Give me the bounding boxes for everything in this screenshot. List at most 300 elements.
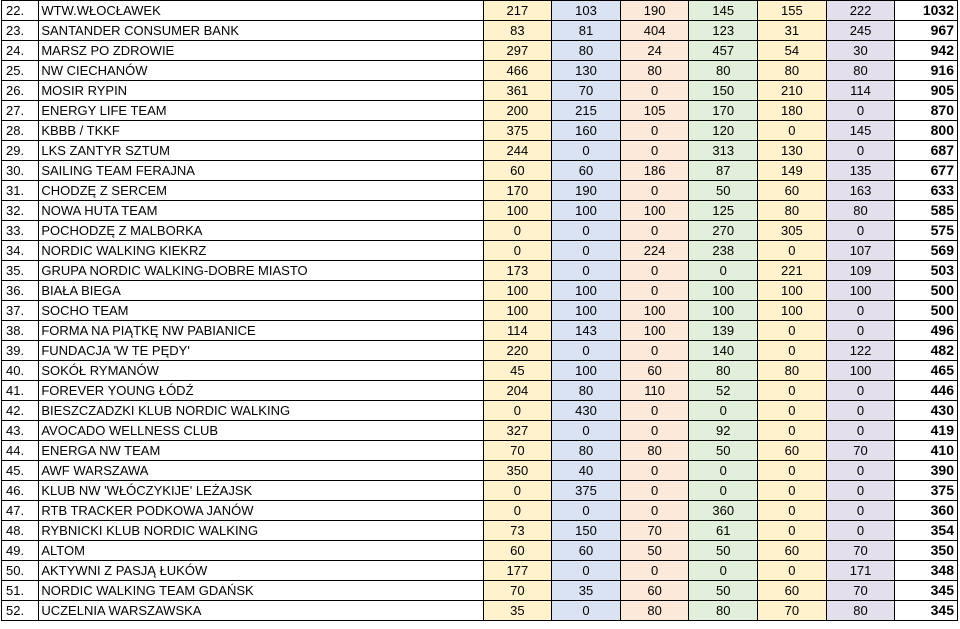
score-cell-1: 0	[483, 401, 552, 421]
score-cell-6: 70	[826, 441, 895, 461]
table-row	[2, 41, 958, 61]
rank-cell: 27.	[2, 101, 39, 121]
rank-cell: 37.	[2, 301, 39, 321]
score-cell-2: 80	[552, 381, 621, 401]
score-cell-2: 35	[552, 581, 621, 601]
score-cell-2: 130	[552, 61, 621, 81]
score-cell-4: 360	[689, 501, 758, 521]
score-cell-6: 0	[826, 401, 895, 421]
total-cell: 585	[895, 201, 958, 221]
team-name-cell: BIESZCZADZKI KLUB NORDIC WALKING	[39, 401, 483, 421]
score-cell-6: 0	[826, 321, 895, 341]
score-cell-1: 100	[483, 281, 552, 301]
table-row	[2, 601, 958, 621]
score-cell-3: 0	[620, 221, 689, 241]
score-cell-4: 100	[689, 281, 758, 301]
score-cell-2: 160	[552, 121, 621, 141]
score-cell-2: 81	[552, 21, 621, 41]
rank-cell: 50.	[2, 561, 39, 581]
score-cell-4: 0	[689, 561, 758, 581]
team-name-cell: POCHODZĘ Z MALBORKA	[39, 221, 483, 241]
score-cell-5: 60	[758, 541, 827, 561]
team-name-cell: ENERGA NW TEAM	[39, 441, 483, 461]
table-row	[2, 381, 958, 401]
score-cell-4: 139	[689, 321, 758, 341]
score-cell-2: 100	[552, 361, 621, 381]
score-cell-6: 145	[826, 121, 895, 141]
score-cell-3: 80	[620, 601, 689, 621]
table-row	[2, 241, 958, 261]
score-cell-3: 0	[620, 461, 689, 481]
ranking-table	[1, 0, 958, 621]
score-cell-6: 109	[826, 261, 895, 281]
rank-cell: 36.	[2, 281, 39, 301]
total-cell: 375	[895, 481, 958, 501]
score-cell-3: 0	[620, 341, 689, 361]
score-cell-4: 125	[689, 201, 758, 221]
team-name-cell: FORMA NA PIĄTKĘ NW PABIANICE	[39, 321, 483, 341]
score-cell-6: 80	[826, 61, 895, 81]
score-cell-1: 177	[483, 561, 552, 581]
total-cell: 465	[895, 361, 958, 381]
score-cell-2: 103	[552, 1, 621, 21]
score-cell-4: 0	[689, 481, 758, 501]
score-cell-6: 0	[826, 501, 895, 521]
table-row	[2, 321, 958, 341]
rank-cell: 41.	[2, 381, 39, 401]
total-cell: 410	[895, 441, 958, 461]
score-cell-1: 60	[483, 541, 552, 561]
score-cell-1: 45	[483, 361, 552, 381]
score-cell-3: 24	[620, 41, 689, 61]
score-cell-3: 60	[620, 361, 689, 381]
total-cell: 677	[895, 161, 958, 181]
score-cell-1: 217	[483, 1, 552, 21]
score-cell-2: 0	[552, 421, 621, 441]
score-cell-3: 0	[620, 481, 689, 501]
score-cell-1: 297	[483, 41, 552, 61]
score-cell-2: 70	[552, 81, 621, 101]
score-cell-5: 0	[758, 521, 827, 541]
score-cell-1: 73	[483, 521, 552, 541]
score-cell-4: 457	[689, 41, 758, 61]
score-cell-5: 100	[758, 281, 827, 301]
score-cell-1: 350	[483, 461, 552, 481]
rank-cell: 46.	[2, 481, 39, 501]
score-cell-6: 171	[826, 561, 895, 581]
score-cell-4: 145	[689, 1, 758, 21]
team-name-cell: SOKÓŁ RYMANÓW	[39, 361, 483, 381]
score-cell-6: 80	[826, 601, 895, 621]
score-cell-6: 114	[826, 81, 895, 101]
table-row	[2, 301, 958, 321]
rank-cell: 47.	[2, 501, 39, 521]
team-name-cell: BIAŁA BIEGA	[39, 281, 483, 301]
table-row	[2, 141, 958, 161]
score-cell-4: 80	[689, 361, 758, 381]
team-name-cell: MARSZ PO ZDROWIE	[39, 41, 483, 61]
score-cell-2: 0	[552, 261, 621, 281]
table-row	[2, 281, 958, 301]
score-cell-4: 50	[689, 581, 758, 601]
team-name-cell: AVOCADO WELLNESS CLUB	[39, 421, 483, 441]
score-cell-3: 0	[620, 401, 689, 421]
score-cell-1: 361	[483, 81, 552, 101]
total-cell: 500	[895, 281, 958, 301]
score-cell-1: 244	[483, 141, 552, 161]
table-row	[2, 401, 958, 421]
score-cell-3: 0	[620, 561, 689, 581]
score-cell-2: 40	[552, 461, 621, 481]
score-cell-6: 0	[826, 381, 895, 401]
score-cell-1: 0	[483, 481, 552, 501]
team-name-cell: UCZELNIA WARSZAWSKA	[39, 601, 483, 621]
score-cell-5: 0	[758, 321, 827, 341]
rank-cell: 26.	[2, 81, 39, 101]
total-cell: 575	[895, 221, 958, 241]
score-cell-3: 186	[620, 161, 689, 181]
team-name-cell: ALTOM	[39, 541, 483, 561]
score-cell-2: 0	[552, 501, 621, 521]
score-cell-1: 220	[483, 341, 552, 361]
score-cell-2: 215	[552, 101, 621, 121]
total-cell: 916	[895, 61, 958, 81]
score-cell-3: 60	[620, 581, 689, 601]
table-row	[2, 21, 958, 41]
rank-cell: 22.	[2, 1, 39, 21]
score-cell-1: 0	[483, 501, 552, 521]
score-cell-6: 0	[826, 101, 895, 121]
score-cell-5: 0	[758, 241, 827, 261]
score-cell-5: 0	[758, 561, 827, 581]
total-cell: 870	[895, 101, 958, 121]
score-cell-2: 190	[552, 181, 621, 201]
score-cell-1: 375	[483, 121, 552, 141]
score-cell-1: 35	[483, 601, 552, 621]
total-cell: 633	[895, 181, 958, 201]
table-row	[2, 461, 958, 481]
score-cell-3: 0	[620, 141, 689, 161]
score-cell-3: 50	[620, 541, 689, 561]
team-name-cell: RYBNICKI KLUB NORDIC WALKING	[39, 521, 483, 541]
team-name-cell: FUNDACJA 'W TE PĘDY'	[39, 341, 483, 361]
score-cell-5: 0	[758, 121, 827, 141]
rank-cell: 29.	[2, 141, 39, 161]
rank-cell: 39.	[2, 341, 39, 361]
team-name-cell: WTW.WŁOCŁAWEK	[39, 1, 483, 21]
rank-cell: 44.	[2, 441, 39, 461]
table-row	[2, 561, 958, 581]
score-cell-6: 80	[826, 201, 895, 221]
score-cell-5: 100	[758, 301, 827, 321]
score-cell-5: 305	[758, 221, 827, 241]
team-name-cell: GRUPA NORDIC WALKING-DOBRE MIASTO	[39, 261, 483, 281]
score-cell-6: 245	[826, 21, 895, 41]
team-name-cell: SAILING TEAM FERAJNA	[39, 161, 483, 181]
table-row	[2, 341, 958, 361]
score-cell-1: 173	[483, 261, 552, 281]
score-cell-1: 100	[483, 301, 552, 321]
score-cell-5: 60	[758, 441, 827, 461]
score-cell-1: 0	[483, 221, 552, 241]
score-cell-5: 0	[758, 381, 827, 401]
score-cell-5: 0	[758, 421, 827, 441]
total-cell: 800	[895, 121, 958, 141]
score-cell-4: 87	[689, 161, 758, 181]
team-name-cell: MOSIR RYPIN	[39, 81, 483, 101]
total-cell: 360	[895, 501, 958, 521]
score-cell-4: 120	[689, 121, 758, 141]
rank-cell: 32.	[2, 201, 39, 221]
score-cell-5: 70	[758, 601, 827, 621]
score-cell-5: 60	[758, 181, 827, 201]
score-cell-2: 0	[552, 241, 621, 261]
score-cell-3: 80	[620, 441, 689, 461]
score-cell-6: 30	[826, 41, 895, 61]
score-cell-5: 0	[758, 501, 827, 521]
score-cell-3: 70	[620, 521, 689, 541]
rank-cell: 40.	[2, 361, 39, 381]
score-cell-5: 0	[758, 341, 827, 361]
score-cell-3: 404	[620, 21, 689, 41]
score-cell-3: 0	[620, 121, 689, 141]
score-cell-4: 100	[689, 301, 758, 321]
score-cell-1: 200	[483, 101, 552, 121]
score-cell-5: 54	[758, 41, 827, 61]
score-cell-5: 0	[758, 461, 827, 481]
table-row	[2, 541, 958, 561]
score-cell-6: 135	[826, 161, 895, 181]
score-cell-1: 114	[483, 321, 552, 341]
total-cell: 350	[895, 541, 958, 561]
score-cell-4: 80	[689, 61, 758, 81]
score-cell-4: 0	[689, 461, 758, 481]
score-cell-2: 100	[552, 281, 621, 301]
score-cell-4: 150	[689, 81, 758, 101]
score-cell-1: 70	[483, 581, 552, 601]
score-cell-3: 224	[620, 241, 689, 261]
rank-cell: 43.	[2, 421, 39, 441]
score-cell-3: 105	[620, 101, 689, 121]
score-cell-4: 313	[689, 141, 758, 161]
team-name-cell: NW CIECHANÓW	[39, 61, 483, 81]
score-cell-4: 52	[689, 381, 758, 401]
score-cell-4: 238	[689, 241, 758, 261]
rank-cell: 48.	[2, 521, 39, 541]
team-name-cell: KLUB NW 'WŁÓCZYKIJE' LEŻAJSK	[39, 481, 483, 501]
score-cell-5: 80	[758, 361, 827, 381]
ranking-table-body	[2, 1, 958, 621]
rank-cell: 30.	[2, 161, 39, 181]
score-cell-5: 80	[758, 201, 827, 221]
table-row	[2, 1, 958, 21]
score-cell-6: 0	[826, 481, 895, 501]
score-cell-4: 92	[689, 421, 758, 441]
score-cell-3: 190	[620, 1, 689, 21]
score-cell-3: 80	[620, 61, 689, 81]
total-cell: 1032	[895, 1, 958, 21]
score-cell-2: 100	[552, 301, 621, 321]
rank-cell: 45.	[2, 461, 39, 481]
total-cell: 569	[895, 241, 958, 261]
score-cell-3: 0	[620, 81, 689, 101]
table-row	[2, 521, 958, 541]
score-cell-1: 100	[483, 201, 552, 221]
rank-cell: 35.	[2, 261, 39, 281]
table-row	[2, 61, 958, 81]
team-name-cell: KBBB / TKKF	[39, 121, 483, 141]
table-row	[2, 221, 958, 241]
table-row	[2, 481, 958, 501]
score-cell-6: 0	[826, 521, 895, 541]
score-cell-3: 100	[620, 301, 689, 321]
rank-cell: 52.	[2, 601, 39, 621]
table-row	[2, 201, 958, 221]
score-cell-3: 0	[620, 181, 689, 201]
score-cell-2: 100	[552, 201, 621, 221]
score-cell-2: 80	[552, 41, 621, 61]
score-cell-6: 0	[826, 421, 895, 441]
score-cell-4: 123	[689, 21, 758, 41]
score-cell-1: 70	[483, 441, 552, 461]
score-cell-6: 0	[826, 301, 895, 321]
score-cell-5: 210	[758, 81, 827, 101]
team-name-cell: LKS ZANTYR SZTUM	[39, 141, 483, 161]
score-cell-2: 60	[552, 161, 621, 181]
total-cell: 687	[895, 141, 958, 161]
score-cell-6: 122	[826, 341, 895, 361]
team-name-cell: CHODZĘ Z SERCEM	[39, 181, 483, 201]
score-cell-3: 0	[620, 261, 689, 281]
score-cell-6: 222	[826, 1, 895, 21]
score-cell-1: 60	[483, 161, 552, 181]
score-cell-5: 155	[758, 1, 827, 21]
team-name-cell: AWF WARSZAWA	[39, 461, 483, 481]
score-cell-5: 149	[758, 161, 827, 181]
total-cell: 942	[895, 41, 958, 61]
score-cell-2: 0	[552, 141, 621, 161]
score-cell-3: 0	[620, 281, 689, 301]
score-cell-6: 0	[826, 221, 895, 241]
score-cell-2: 60	[552, 541, 621, 561]
team-name-cell: SANTANDER CONSUMER BANK	[39, 21, 483, 41]
team-name-cell: NORDIC WALKING TEAM GDAŃSK	[39, 581, 483, 601]
total-cell: 482	[895, 341, 958, 361]
table-row	[2, 421, 958, 441]
total-cell: 354	[895, 521, 958, 541]
score-cell-3: 100	[620, 201, 689, 221]
total-cell: 446	[895, 381, 958, 401]
total-cell: 967	[895, 21, 958, 41]
rank-cell: 42.	[2, 401, 39, 421]
score-cell-1: 170	[483, 181, 552, 201]
score-cell-4: 170	[689, 101, 758, 121]
score-cell-4: 80	[689, 601, 758, 621]
score-cell-1: 327	[483, 421, 552, 441]
score-cell-2: 0	[552, 601, 621, 621]
score-cell-5: 221	[758, 261, 827, 281]
score-cell-4: 0	[689, 401, 758, 421]
team-name-cell: SOCHO TEAM	[39, 301, 483, 321]
rank-cell: 34.	[2, 241, 39, 261]
table-row	[2, 501, 958, 521]
score-cell-4: 50	[689, 441, 758, 461]
rank-cell: 49.	[2, 541, 39, 561]
score-cell-5: 180	[758, 101, 827, 121]
table-row	[2, 121, 958, 141]
score-cell-3: 110	[620, 381, 689, 401]
score-cell-3: 0	[620, 501, 689, 521]
score-cell-4: 140	[689, 341, 758, 361]
team-name-cell: NOWA HUTA TEAM	[39, 201, 483, 221]
rank-cell: 33.	[2, 221, 39, 241]
rank-cell: 25.	[2, 61, 39, 81]
total-cell: 345	[895, 581, 958, 601]
score-cell-2: 80	[552, 441, 621, 461]
score-cell-1: 0	[483, 241, 552, 261]
table-row	[2, 181, 958, 201]
score-cell-6: 100	[826, 361, 895, 381]
table-row	[2, 101, 958, 121]
score-cell-5: 60	[758, 581, 827, 601]
score-cell-5: 130	[758, 141, 827, 161]
score-cell-4: 50	[689, 541, 758, 561]
score-cell-6: 70	[826, 541, 895, 561]
score-cell-4: 61	[689, 521, 758, 541]
score-cell-5: 0	[758, 401, 827, 421]
score-cell-1: 83	[483, 21, 552, 41]
score-cell-2: 375	[552, 481, 621, 501]
score-cell-6: 163	[826, 181, 895, 201]
total-cell: 503	[895, 261, 958, 281]
table-row	[2, 261, 958, 281]
table-row	[2, 441, 958, 461]
rank-cell: 31.	[2, 181, 39, 201]
score-cell-2: 0	[552, 341, 621, 361]
score-cell-6: 107	[826, 241, 895, 261]
score-cell-6: 70	[826, 581, 895, 601]
score-cell-2: 0	[552, 221, 621, 241]
score-cell-2: 150	[552, 521, 621, 541]
score-cell-1: 204	[483, 381, 552, 401]
table-row	[2, 361, 958, 381]
score-cell-5: 31	[758, 21, 827, 41]
score-cell-3: 100	[620, 321, 689, 341]
score-cell-3: 0	[620, 421, 689, 441]
score-cell-5: 80	[758, 61, 827, 81]
total-cell: 348	[895, 561, 958, 581]
table-row	[2, 581, 958, 601]
team-name-cell: FOREVER YOUNG ŁÓDŹ	[39, 381, 483, 401]
score-cell-2: 143	[552, 321, 621, 341]
team-name-cell: AKTYWNI Z PASJĄ ŁUKÓW	[39, 561, 483, 581]
team-name-cell: ENERGY LIFE TEAM	[39, 101, 483, 121]
rank-cell: 23.	[2, 21, 39, 41]
score-cell-6: 100	[826, 281, 895, 301]
total-cell: 390	[895, 461, 958, 481]
score-cell-6: 0	[826, 141, 895, 161]
total-cell: 345	[895, 601, 958, 621]
team-name-cell: RTB TRACKER PODKOWA JANÓW	[39, 501, 483, 521]
rank-cell: 38.	[2, 321, 39, 341]
score-cell-6: 0	[826, 461, 895, 481]
rank-cell: 51.	[2, 581, 39, 601]
score-cell-1: 466	[483, 61, 552, 81]
score-cell-2: 0	[552, 561, 621, 581]
total-cell: 430	[895, 401, 958, 421]
table-row	[2, 81, 958, 101]
total-cell: 419	[895, 421, 958, 441]
